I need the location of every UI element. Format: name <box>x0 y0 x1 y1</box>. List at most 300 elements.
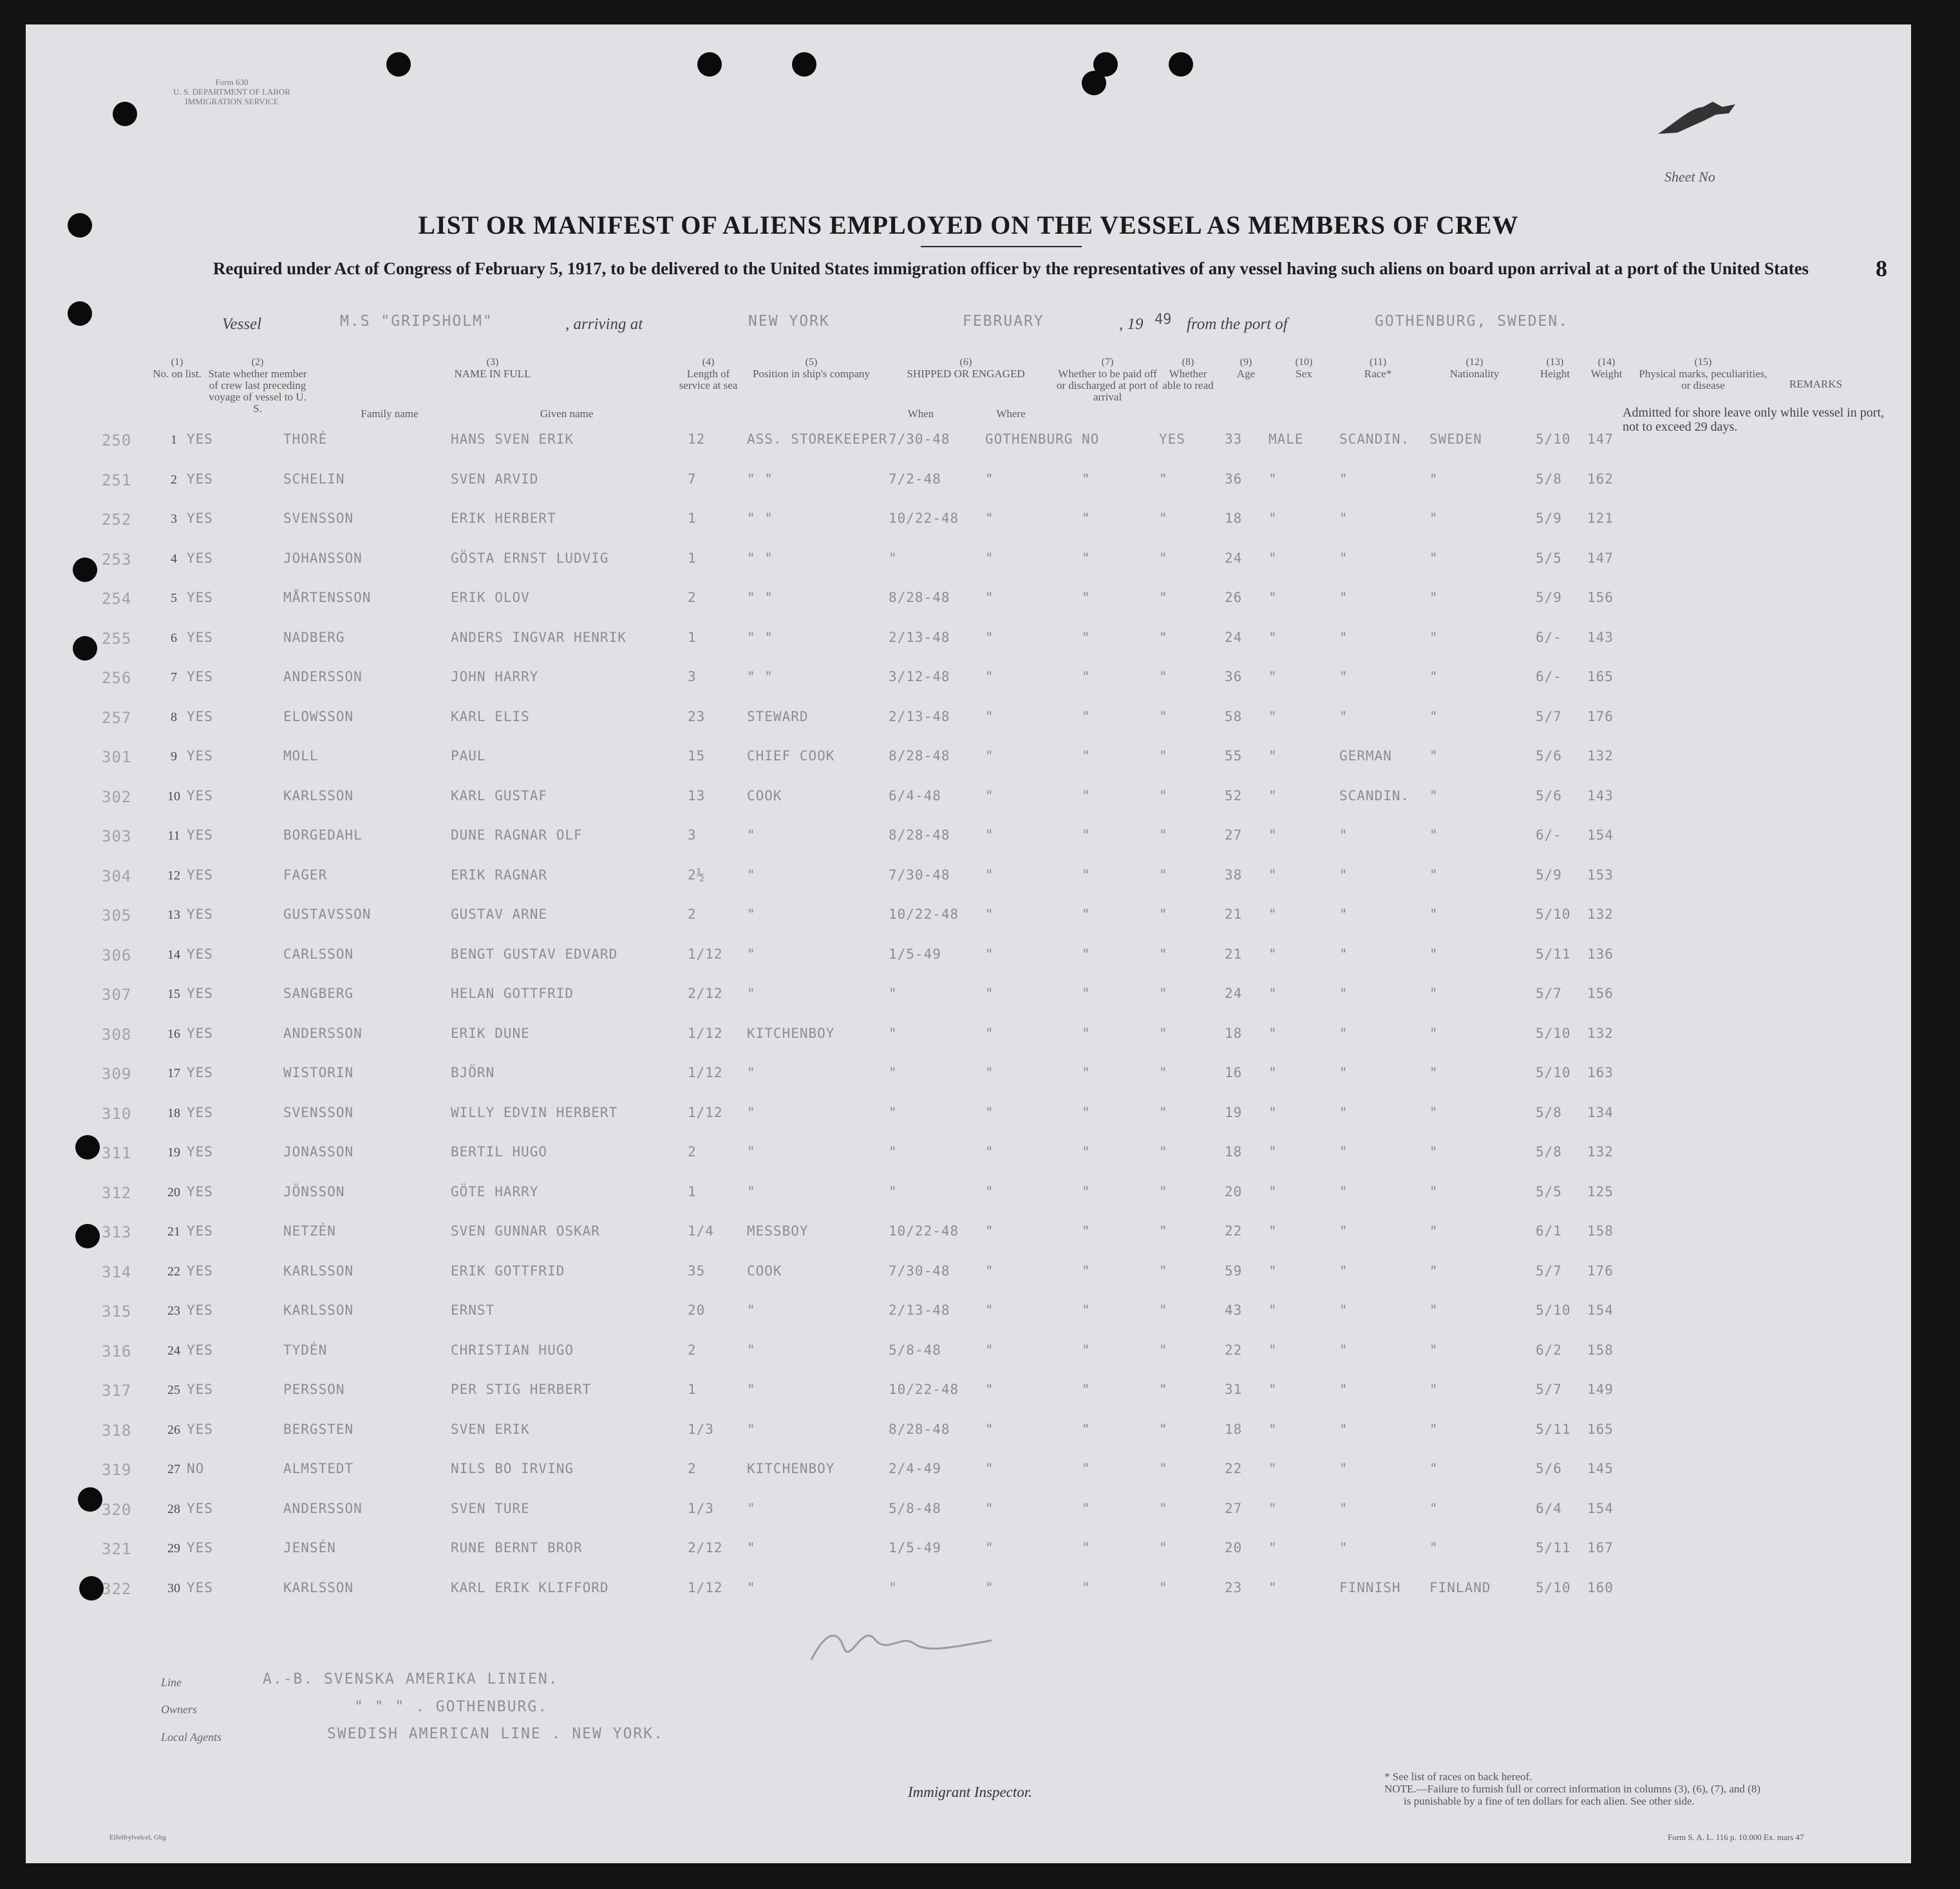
cell-nationality: " <box>1429 1263 1438 1279</box>
cell-nationality: " <box>1429 1382 1438 1397</box>
cell-age: 21 <box>1225 907 1243 922</box>
cell-sex: " <box>1268 946 1277 962</box>
cell-shipped-where: " <box>985 867 994 883</box>
cell-family-name: KARLSSON <box>283 788 354 804</box>
cell-nationality: " <box>1429 1026 1438 1041</box>
col-header-age: (9) Age <box>1236 357 1256 380</box>
cell-nationality: " <box>1429 1422 1438 1437</box>
cell-paid-off: " <box>1082 946 1091 962</box>
col-header-weight: (14) Weight <box>1590 357 1623 380</box>
cell-age: 18 <box>1225 511 1243 526</box>
cell-previous-voyage: YES <box>187 946 213 962</box>
cell-age: 27 <box>1225 1501 1243 1516</box>
cell-age: 58 <box>1225 709 1243 724</box>
cell-height: 5/10 <box>1536 1026 1571 1041</box>
cell-sex: " <box>1268 669 1277 684</box>
cell-able-to-read: " <box>1159 946 1168 962</box>
cell-list-number: 3 <box>171 512 177 526</box>
cell-sex: " <box>1268 550 1277 566</box>
cell-race: " <box>1339 669 1348 684</box>
cell-shipped-when: 6/4-48 <box>889 788 941 804</box>
cell-previous-voyage: YES <box>187 907 213 922</box>
cell-race: " <box>1339 1342 1348 1358</box>
cell-given-name: BJÖRN <box>451 1065 495 1080</box>
cell-race: " <box>1339 471 1348 487</box>
cell-weight: 147 <box>1587 431 1614 447</box>
vessel-name: M.S "GRIPSHOLM" <box>340 313 493 330</box>
cell-able-to-read: " <box>1159 907 1168 922</box>
cell-sex: " <box>1268 1223 1277 1239</box>
form-code: Form S. A. L. 116 p. 10.000 Ex. mars 47 <box>1668 1832 1804 1842</box>
cell-family-name: MOLL <box>283 748 319 764</box>
cell-list-number: 6 <box>171 631 177 645</box>
cell-able-to-read: " <box>1159 1302 1168 1318</box>
cell-age: 22 <box>1225 1223 1243 1239</box>
crew-table <box>26 24 1911 1863</box>
row-ref-number: 310 <box>102 1105 132 1123</box>
cell-paid-off: " <box>1082 1580 1091 1595</box>
cell-position: " <box>747 827 756 843</box>
cell-paid-off: " <box>1082 709 1091 724</box>
cell-family-name: KARLSSON <box>283 1580 354 1595</box>
cell-position: " <box>747 1382 756 1397</box>
cell-able-to-read: YES <box>1159 431 1185 447</box>
cell-list-number: 11 <box>167 829 180 843</box>
arrival-port: NEW YORK <box>748 313 830 330</box>
cell-paid-off: " <box>1082 550 1091 566</box>
row-ref-number: 322 <box>102 1580 132 1598</box>
cell-service-length: 2/12 <box>688 986 723 1001</box>
cell-given-name: NILS BO IRVING <box>451 1461 574 1476</box>
cell-nationality: " <box>1429 827 1438 843</box>
cell-list-number: 8 <box>171 710 177 724</box>
cell-nationality: " <box>1429 1184 1438 1199</box>
cell-service-length: 2 <box>688 590 697 605</box>
page-number: 8 <box>1876 256 1887 281</box>
page-subtitle: Required under Act of Congress of February 5, 1917, to be delivered to the United States immigration officer by the representatives of any vessel having such aliens on board upon arrival at a port of the United States <box>212 259 1809 278</box>
year-value: 49 <box>1154 312 1172 328</box>
cell-list-number: 27 <box>167 1462 180 1476</box>
cell-paid-off: " <box>1082 1540 1091 1555</box>
cell-sex: " <box>1268 907 1277 922</box>
cell-weight: 156 <box>1587 590 1614 605</box>
cell-sex: " <box>1268 1580 1277 1595</box>
cell-service-length: 1 <box>688 550 697 566</box>
printer-imprint: Elfelfrylvelcel, Gbg <box>109 1834 166 1841</box>
row-ref-number: 305 <box>102 907 132 925</box>
cell-weight: 153 <box>1587 867 1614 883</box>
cell-paid-off: " <box>1082 1144 1091 1160</box>
cell-height: 5/9 <box>1536 867 1562 883</box>
cell-previous-voyage: YES <box>187 1382 213 1397</box>
cell-family-name: JÖNSSON <box>283 1184 345 1199</box>
sheet-number-label: Sheet No <box>1664 169 1715 185</box>
cell-sex: " <box>1268 590 1277 605</box>
cell-family-name: SVENSSON <box>283 1105 354 1120</box>
cell-age: 59 <box>1225 1263 1243 1279</box>
cell-nationality: " <box>1429 1342 1438 1358</box>
cell-list-number: 7 <box>171 670 177 684</box>
departure-port: GOTHENBURG, SWEDEN. <box>1375 313 1569 330</box>
cell-weight: 143 <box>1587 788 1614 804</box>
cell-family-name: ALMSTEDT <box>283 1461 354 1476</box>
cell-able-to-read: " <box>1159 1026 1168 1041</box>
cell-previous-voyage: YES <box>187 1422 213 1437</box>
cell-previous-voyage: YES <box>187 1302 213 1318</box>
cell-paid-off: " <box>1082 827 1091 843</box>
cell-age: 18 <box>1225 1026 1243 1041</box>
cell-able-to-read: " <box>1159 1263 1168 1279</box>
cell-family-name: GUSTAVSSON <box>283 907 372 922</box>
cell-given-name: ERIK OLOV <box>451 590 530 605</box>
cell-able-to-read: " <box>1159 511 1168 526</box>
cell-position: " " <box>747 630 773 645</box>
manifest-sheet <box>26 24 1911 1863</box>
cell-shipped-when: 2/4-49 <box>889 1461 941 1476</box>
cell-weight: 160 <box>1587 1580 1614 1595</box>
col-header-length-of-service: (4) Length of service at sea <box>679 357 738 391</box>
cell-list-number: 4 <box>171 552 177 566</box>
col-header-shipped-or-engaged: (6) SHIPPED OR ENGAGED <box>907 357 1025 380</box>
cell-sex: " <box>1268 1540 1277 1555</box>
cell-family-name: BORGEDAHL <box>283 827 363 843</box>
cell-able-to-read: " <box>1159 788 1168 804</box>
cell-given-name: CHRISTIAN HUGO <box>451 1342 574 1358</box>
cell-weight: 136 <box>1587 946 1614 962</box>
cell-race: " <box>1339 1540 1348 1555</box>
cell-given-name: DUNE RAGNAR OLF <box>451 827 583 843</box>
cell-shipped-when: " <box>889 1184 898 1199</box>
cell-previous-voyage: NO <box>187 1461 205 1476</box>
cell-race: " <box>1339 1461 1348 1476</box>
cell-position: " <box>747 1580 756 1595</box>
cell-list-number: 29 <box>167 1541 180 1555</box>
cell-able-to-read: " <box>1159 1065 1168 1080</box>
cell-shipped-where: " <box>985 1263 994 1279</box>
cell-shipped-when: 8/28-48 <box>889 1422 950 1437</box>
cell-shipped-when: 7/30-48 <box>889 867 950 883</box>
row-ref-number: 308 <box>102 1026 132 1044</box>
cell-list-number: 22 <box>167 1264 180 1279</box>
col-header-when: When <box>907 408 934 420</box>
cell-height: 5/9 <box>1536 590 1562 605</box>
cell-nationality: " <box>1429 907 1438 922</box>
cell-sex: " <box>1268 1461 1277 1476</box>
cell-nationality: " <box>1429 1105 1438 1120</box>
cell-position: " <box>747 1501 756 1516</box>
cell-shipped-where: " <box>985 946 994 962</box>
cell-list-number: 25 <box>167 1383 180 1397</box>
cell-family-name: SANGBERG <box>283 986 354 1001</box>
cell-position: COOK <box>747 788 782 804</box>
cell-previous-voyage: YES <box>187 1184 213 1199</box>
cell-previous-voyage: YES <box>187 1026 213 1041</box>
cell-shipped-when: 10/22-48 <box>889 1223 959 1239</box>
cell-given-name: ANDERS INGVAR HENRIK <box>451 630 627 645</box>
col-header-physical-marks: (15) Physical marks, peculiarities, or disease <box>1639 357 1767 391</box>
cell-service-length: 1/12 <box>688 1026 723 1041</box>
row-ref-number: 313 <box>102 1223 132 1241</box>
cell-height: 6/- <box>1536 827 1562 843</box>
cell-sex: " <box>1268 1144 1277 1160</box>
cell-able-to-read: " <box>1159 1184 1168 1199</box>
cell-age: 43 <box>1225 1302 1243 1318</box>
cell-weight: 158 <box>1587 1223 1614 1239</box>
cell-service-length: 35 <box>688 1263 706 1279</box>
cell-shipped-where: " <box>985 709 994 724</box>
row-ref-number: 254 <box>102 590 132 608</box>
cell-shipped-where: " <box>985 1223 994 1239</box>
cell-service-length: 12 <box>688 431 706 447</box>
cell-family-name: JENSÉN <box>283 1540 336 1555</box>
cell-family-name: ANDERSSON <box>283 669 363 684</box>
row-ref-number: 307 <box>102 986 132 1004</box>
cell-family-name: ELOWSSON <box>283 709 354 724</box>
cell-position: " " <box>747 471 773 487</box>
cell-race: " <box>1339 1422 1348 1437</box>
cell-position: " <box>747 986 756 1001</box>
col-header-position: (5) Position in ship's company <box>752 357 871 380</box>
cell-race: " <box>1339 1223 1348 1239</box>
cell-previous-voyage: YES <box>187 709 213 724</box>
cell-position: COOK <box>747 1263 782 1279</box>
col-header-nationality: (12) Nationality <box>1449 357 1500 380</box>
cell-given-name: ERIK RAGNAR <box>451 867 548 883</box>
cell-age: 18 <box>1225 1144 1243 1160</box>
local-agents-label: Local Agents <box>161 1731 222 1743</box>
cell-nationality: " <box>1429 867 1438 883</box>
cell-shipped-where: " <box>985 1144 994 1160</box>
cell-shipped-when: 3/12-48 <box>889 669 950 684</box>
cell-sex: " <box>1268 511 1277 526</box>
cell-shipped-when: 5/8-48 <box>889 1342 941 1358</box>
cell-given-name: ERIK GOTTFRID <box>451 1263 565 1279</box>
cell-paid-off: " <box>1082 511 1091 526</box>
cell-service-length: 3 <box>688 827 697 843</box>
cell-race: " <box>1339 1105 1348 1120</box>
cell-race: " <box>1339 1065 1348 1080</box>
cell-previous-voyage: YES <box>187 669 213 684</box>
cell-able-to-read: " <box>1159 590 1168 605</box>
cell-sex: " <box>1268 827 1277 843</box>
cell-weight: 132 <box>1587 1026 1614 1041</box>
cell-race: SCANDIN. <box>1339 431 1410 447</box>
cell-race: " <box>1339 630 1348 645</box>
cell-service-length: 1/12 <box>688 1065 723 1080</box>
cell-list-number: 21 <box>167 1225 180 1239</box>
col-header-where: Where <box>996 408 1026 420</box>
cell-given-name: PAUL <box>451 748 486 764</box>
cell-nationality: " <box>1429 511 1438 526</box>
cell-shipped-when: 8/28-48 <box>889 827 950 843</box>
cell-nationality: " <box>1429 1501 1438 1516</box>
cell-given-name: HANS SVEN ERIK <box>451 431 574 447</box>
line-value: A.-B. SVENSKA AMERIKA LINIEN. <box>263 1671 559 1687</box>
row-ref-number: 318 <box>102 1422 132 1440</box>
cell-race: " <box>1339 1144 1348 1160</box>
cell-race: " <box>1339 1026 1348 1041</box>
cell-height: 5/6 <box>1536 788 1562 804</box>
cell-family-name: ANDERSSON <box>283 1026 363 1041</box>
cell-weight: 156 <box>1587 986 1614 1001</box>
cell-service-length: 13 <box>688 788 706 804</box>
cell-paid-off: " <box>1082 669 1091 684</box>
cell-shipped-when: " <box>889 550 898 566</box>
cell-shipped-when: 8/28-48 <box>889 748 950 764</box>
cell-weight: 145 <box>1587 1461 1614 1476</box>
cell-position: " <box>747 867 756 883</box>
cell-shipped-when: 2/13-48 <box>889 630 950 645</box>
cell-shipped-where: " <box>985 1184 994 1199</box>
cell-given-name: SVEN ARVID <box>451 471 539 487</box>
cell-height: 5/6 <box>1536 1461 1562 1476</box>
cell-sex: " <box>1268 1105 1277 1120</box>
cell-position: KITCHENBOY <box>747 1461 835 1476</box>
cell-height: 5/7 <box>1536 1263 1562 1279</box>
row-ref-number: 255 <box>102 630 132 648</box>
cell-age: 55 <box>1225 748 1243 764</box>
line-label: Line <box>161 1676 182 1689</box>
cell-family-name: SVENSSON <box>283 511 354 526</box>
cell-paid-off: " <box>1082 907 1091 922</box>
footer-note: * See list of races on back hereof. NOTE.—Failure to furnish full or correct information in columns (3), (6), (7), and (8) is punishable by a fine of ten dollars for each alien. See other side. <box>1384 1771 1760 1807</box>
cell-family-name: PERSSON <box>283 1382 345 1397</box>
cell-previous-voyage: YES <box>187 1144 213 1160</box>
cell-shipped-where: " <box>985 1105 994 1120</box>
cell-nationality: " <box>1429 1302 1438 1318</box>
cell-previous-voyage: YES <box>187 431 213 447</box>
cell-list-number: 30 <box>167 1581 180 1595</box>
cell-able-to-read: " <box>1159 1580 1168 1595</box>
cell-service-length: 1 <box>688 1382 697 1397</box>
cell-nationality: " <box>1429 550 1438 566</box>
cell-height: 5/5 <box>1536 1184 1562 1199</box>
cell-weight: 132 <box>1587 748 1614 764</box>
cell-able-to-read: " <box>1159 630 1168 645</box>
cell-shipped-where: " <box>985 590 994 605</box>
cell-service-length: 2 <box>688 1342 697 1358</box>
cell-height: 6/- <box>1536 669 1562 684</box>
cell-weight: 165 <box>1587 1422 1614 1437</box>
cell-shipped-where: " <box>985 1382 994 1397</box>
cell-weight: 147 <box>1587 550 1614 566</box>
cell-position: KITCHENBOY <box>747 1026 835 1041</box>
cell-shipped-when: 10/22-48 <box>889 1382 959 1397</box>
col-header-paid-off: (7) Whether to be paid off or discharged at port of arrival <box>1056 357 1159 403</box>
cell-shipped-when: 5/8-48 <box>889 1501 941 1516</box>
cell-race: SCANDIN. <box>1339 788 1410 804</box>
cell-position: STEWARD <box>747 709 809 724</box>
cell-shipped-where: " <box>985 1422 994 1437</box>
cell-given-name: PER STIG HERBERT <box>451 1382 592 1397</box>
cell-age: 24 <box>1225 550 1243 566</box>
cell-list-number: 14 <box>167 948 180 962</box>
arrival-month: FEBRUARY <box>963 313 1044 330</box>
col-header-name-in-full: (3) NAME IN FULL <box>454 357 531 380</box>
remarks-text: Admitted for shore leave only while vessel in port, not to exceed 29 days. <box>1623 406 1885 434</box>
cell-shipped-when: " <box>889 1580 898 1595</box>
row-ref-number: 317 <box>102 1382 132 1400</box>
cell-height: 5/10 <box>1536 431 1571 447</box>
cell-height: 6/4 <box>1536 1501 1562 1516</box>
cell-given-name: ERNST <box>451 1302 495 1318</box>
cell-shipped-where: " <box>985 1342 994 1358</box>
cell-previous-voyage: YES <box>187 867 213 883</box>
cell-shipped-where: " <box>985 986 994 1001</box>
cell-position: " " <box>747 669 773 684</box>
row-ref-number: 301 <box>102 748 132 766</box>
immigrant-inspector-label: Immigrant Inspector. <box>908 1784 1032 1800</box>
cell-family-name: JOHANSSON <box>283 550 363 566</box>
cell-given-name: KARL ERIK KLIFFORD <box>451 1580 609 1595</box>
cell-sex: " <box>1268 630 1277 645</box>
cell-shipped-when: " <box>889 1026 898 1041</box>
cell-position: " " <box>747 550 773 566</box>
cell-weight: 132 <box>1587 907 1614 922</box>
cell-weight: 176 <box>1587 709 1614 724</box>
cell-height: 5/7 <box>1536 1382 1562 1397</box>
row-ref-number: 321 <box>102 1540 132 1558</box>
cell-shipped-where: " <box>985 907 994 922</box>
col-header-remarks: REMARKS <box>1789 378 1843 390</box>
cell-sex: " <box>1268 1065 1277 1080</box>
cell-service-length: 7 <box>688 471 697 487</box>
cell-position: " <box>747 907 756 922</box>
cell-paid-off: NO <box>1082 431 1100 447</box>
cell-given-name: SVEN ERIK <box>451 1422 530 1437</box>
cell-weight: 167 <box>1587 1540 1614 1555</box>
cell-service-length: 20 <box>688 1302 706 1318</box>
cell-previous-voyage: YES <box>187 1105 213 1120</box>
cell-previous-voyage: YES <box>187 1342 213 1358</box>
cell-age: 21 <box>1225 946 1243 962</box>
cell-paid-off: " <box>1082 590 1091 605</box>
cell-sex: " <box>1268 1026 1277 1041</box>
cell-age: 52 <box>1225 788 1243 804</box>
cell-position: " <box>747 1184 756 1199</box>
cell-age: 22 <box>1225 1461 1243 1476</box>
cell-height: 5/8 <box>1536 471 1562 487</box>
row-ref-number: 311 <box>102 1144 132 1162</box>
cell-position: ASS. STOREKEEPER <box>747 431 888 447</box>
cell-paid-off: " <box>1082 1223 1091 1239</box>
cell-service-length: 1/4 <box>688 1223 714 1239</box>
col-header-no: (1) No. on list. <box>153 357 202 380</box>
cell-family-name: MÅRTENSSON <box>283 590 372 605</box>
cell-sex: " <box>1268 1184 1277 1199</box>
cell-sex: " <box>1268 1342 1277 1358</box>
cell-family-name: BERGSTEN <box>283 1422 354 1437</box>
vessel-label: Vessel <box>222 315 262 333</box>
cell-race: " <box>1339 709 1348 724</box>
cell-shipped-when: 7/2-48 <box>889 471 941 487</box>
row-ref-number: 314 <box>102 1263 132 1281</box>
cell-position: " <box>747 946 756 962</box>
row-ref-number: 257 <box>102 709 132 727</box>
cell-shipped-where: " <box>985 1461 994 1476</box>
col-header-sex: (10) Sex <box>1295 357 1313 380</box>
cell-able-to-read: " <box>1159 1144 1168 1160</box>
cell-weight: 154 <box>1587 1501 1614 1516</box>
handwritten-signature <box>798 1608 1017 1686</box>
cell-given-name: GÖTE HARRY <box>451 1184 539 1199</box>
cell-paid-off: " <box>1082 1302 1091 1318</box>
row-ref-number: 309 <box>102 1065 132 1083</box>
cell-shipped-when: 10/22-48 <box>889 511 959 526</box>
row-ref-number: 312 <box>102 1184 132 1202</box>
cell-service-length: 2 <box>688 1461 697 1476</box>
cell-age: 36 <box>1225 471 1243 487</box>
